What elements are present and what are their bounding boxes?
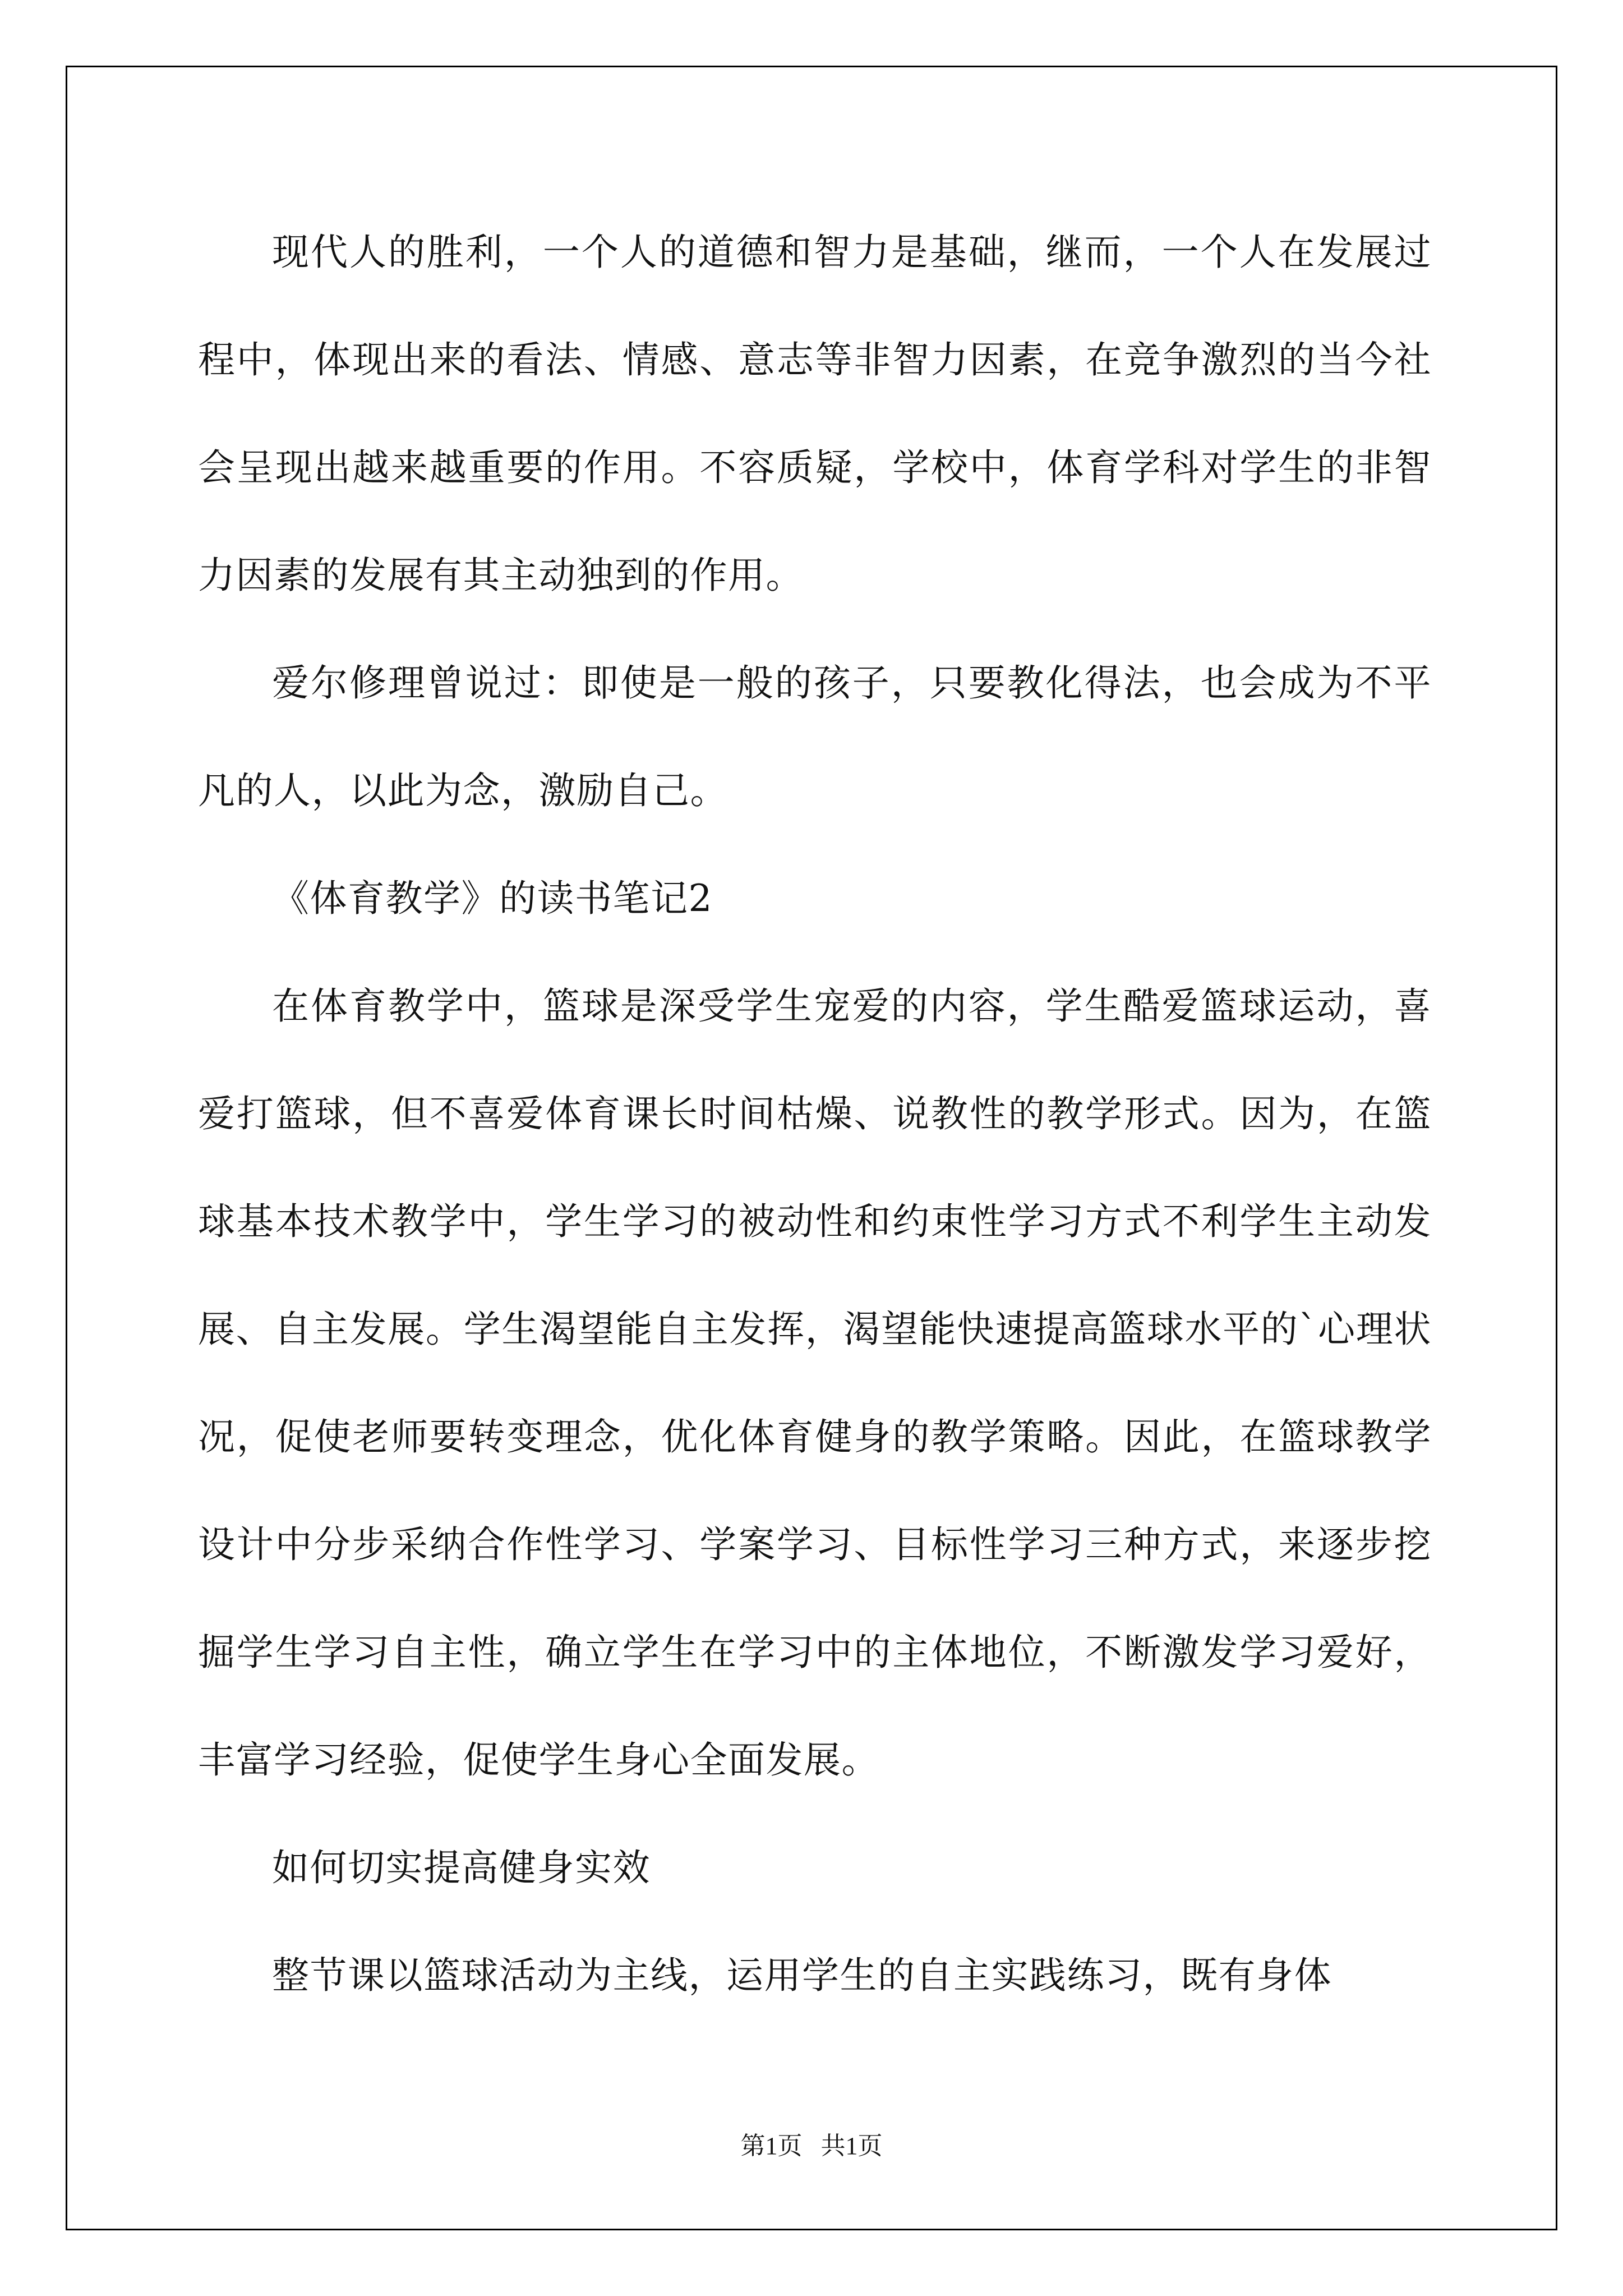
paragraph-2: 爱尔修理曾说过：即使是一般的孩子，只要教化得法，也会成为不平凡的人，以此为念，激励自己。 bbox=[198, 661, 1432, 812]
paragraph-1: 现代人的胜利，一个人的道德和智力是基础，继而，一个人在发展过程中，体现出来的看法、情感、意志等非智力因素，在竞争激烈的当今社会呈现出越来越重要的作用。不容质疑，学校中，体育学科对学生的非智力因素的发展有其主动独到的作用。 bbox=[198, 231, 1432, 597]
page-footer: 第1页 共1页 bbox=[740, 2132, 883, 2160]
paragraph-3: 在体育教学中，篮球是深受学生宠爱的内容，学生酷爱篮球运动，喜爱打篮球，但不喜爱体育课长时间枯燥、说教性的教学形式。因为，在篮球基本技术教学中，学生学习的被动性和约束性学习方式不利学生主动发展、自主发展。学生渴望能自主发挥，渴望能快速提高篮球水平的`心理状况，促使老师要转变理念，优化体育健身的教学策略。因此，在篮球教学设计中分步采纳合作性学习、学案学习、目标性学习三种方式，来逐步挖掘学生学习自主性，确立学生在学习中的主体地位，不断激发学习爱好，丰富学习经验，促使学生身心全面发展。 bbox=[198, 984, 1432, 1782]
section-heading-fitness: 如何切实提高健身实效 bbox=[272, 1846, 651, 1889]
document-body bbox=[198, 0, 1432, 2030]
section-heading-reading-notes: 《体育教学》的读书笔记2 bbox=[272, 877, 713, 920]
paragraph-4: 整节课以篮球活动为主线，运用学生的自主实践练习，既有身体 bbox=[272, 1954, 1332, 1997]
